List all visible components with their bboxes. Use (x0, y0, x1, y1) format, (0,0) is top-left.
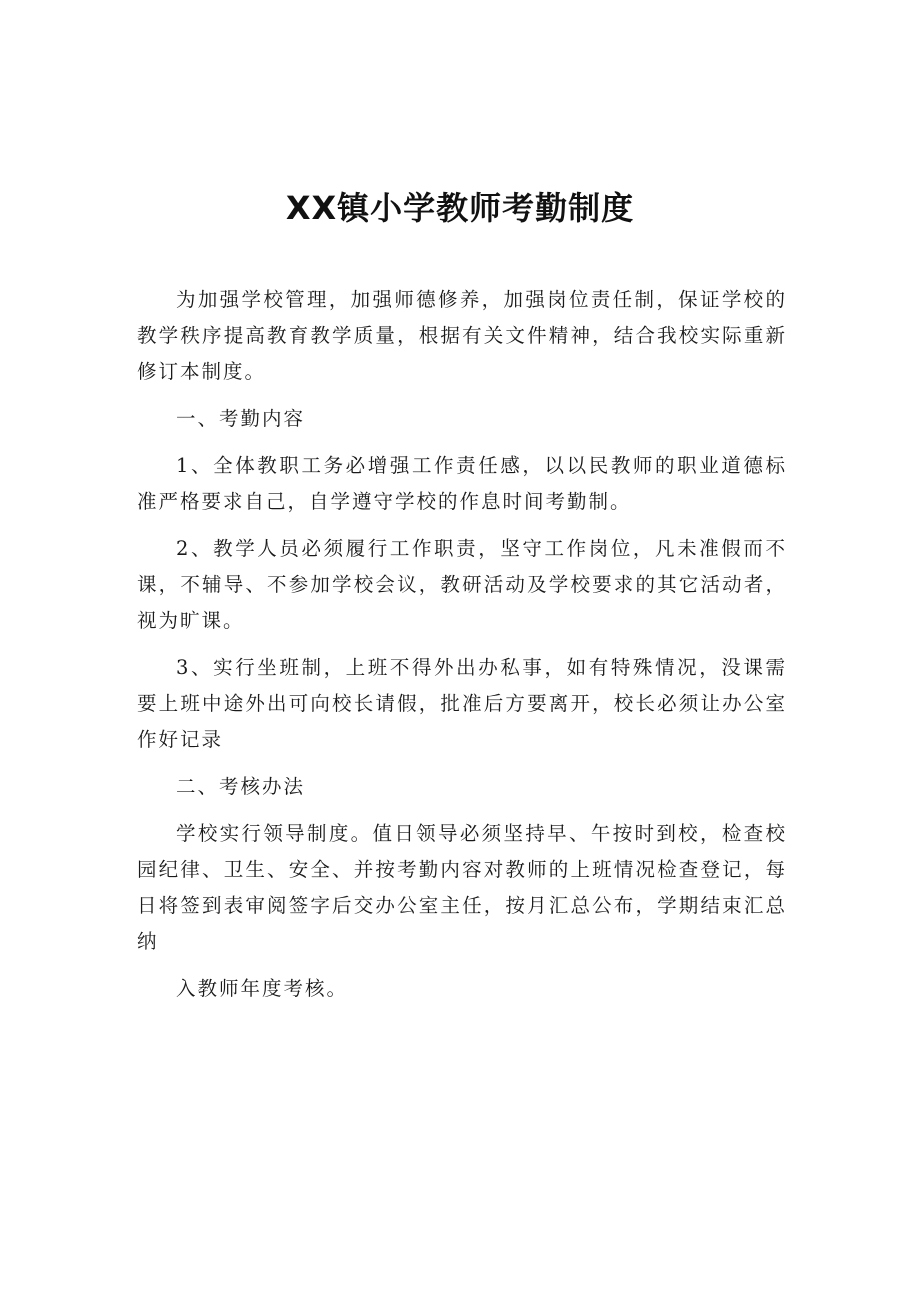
intro-paragraph: 为加强学校管理，加强师德修养，加强岗位责任制，保证学校的教学秩序提高教育教学质量，根据有关文件精神，结合我校实际重新修订本制度。 (137, 288, 787, 383)
rule-paragraph-3: 3、实行坐班制，上班不得外出办私事，如有特殊情况，没课需要上班中途外出可向校长请假，批准后方要离开，校长必须让办公室作好记录 (137, 656, 787, 751)
section-heading-assessment-method: 二、考核办法 (176, 775, 306, 798)
rule-paragraph-2: 2、教学人员必须履行工作职责，坚守工作岗位，凡未准假而不课，不辅导、不参加学校会议，教研活动及学校要求的其它活动者，视为旷课。 (137, 537, 787, 632)
document-title: XX镇小学教师考勤制度 (285, 189, 635, 227)
document-body (137, 282, 787, 1018)
rule-paragraph-1: 1、全体教职工务必增强工作责任感，以以民教师的职业道德标准严格要求自己，自学遵守学校的作息时间考勤制。 (137, 454, 787, 513)
section-heading-attendance-content: 一、考勤内容 (176, 407, 306, 430)
assessment-continuation: 入教师年度考核。 (176, 977, 349, 1000)
assessment-paragraph: 学校实行领导制度。值日领导必须坚持早、午按时到校，检查校园纪律、卫生、安全、并按考勤内容对教师的上班情况检查登记，每日将签到表审阅签字后交办公室主任，按月汇总公布，学期结束汇总纳 (137, 822, 787, 953)
